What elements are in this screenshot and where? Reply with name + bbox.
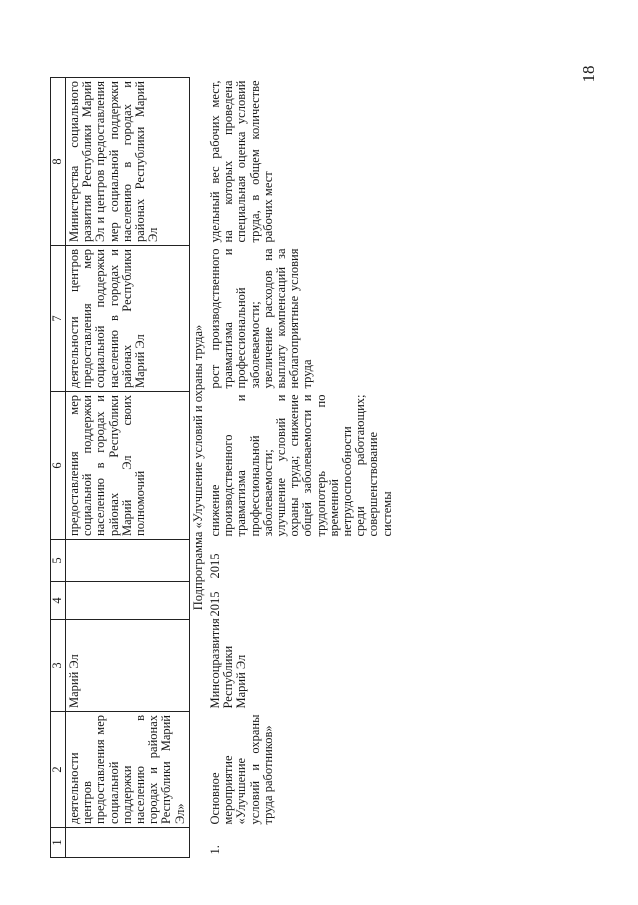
row1-expected-result: снижение производственного травматизма и профессиональной заболеваемости; улучшение условий и охраны труда; снижение общей заболеваемости и трудопотерь по временной нетрудоспособности среди работающих; совершенствование системы xyxy=(208,394,394,537)
header-col-6: 6 xyxy=(51,392,66,540)
cont-col-8: Министерства социального развития Республики Марий Эл и центров предоставления мер социальной поддержки населению в городах и районах Республики Марий Эл xyxy=(66,78,190,246)
cont-col-4 xyxy=(66,582,190,620)
measures-table xyxy=(50,77,396,858)
header-col-5: 5 xyxy=(51,540,66,582)
continuation-row xyxy=(66,78,190,858)
header-col-8: 8 xyxy=(51,78,66,246)
subprogram-row xyxy=(189,78,207,858)
rotated-table-page xyxy=(50,78,570,858)
subprogram-title: Подпрограмма «Улучшение условий и охраны труда» xyxy=(190,324,205,611)
header-col-3: 3 xyxy=(51,620,66,712)
row1-activity: Основное мероприятие «Улучшение условий и охраны труда работников» xyxy=(208,714,275,825)
cont-col-2: деятельности центров предоставления мер социальной поддержки населению в городах и районах Республики Марий Эл» xyxy=(66,712,190,828)
row1-consequences: рост производственного травматизма и профессиональной заболеваемости; увеличение расходов на выплату компенсаций за неблагоприятные условия труда xyxy=(208,248,315,389)
header-col-4: 4 xyxy=(51,582,66,620)
page-number: 18 xyxy=(579,65,598,83)
header-col-7: 7 xyxy=(51,246,66,392)
cont-col-5 xyxy=(66,540,190,582)
header-col-1: 1 xyxy=(51,828,66,858)
cont-col-6: предоставления мер социальной поддержки населению в городах и районах Республики Марий Эл своих полномочий xyxy=(66,392,190,540)
cont-col-1 xyxy=(66,828,190,858)
cont-col-3: Марий Эл xyxy=(66,620,190,712)
header-col-2: 2 xyxy=(51,712,66,828)
table-row xyxy=(207,78,396,858)
row1-indicator: удельный вес рабочих мест, на которых проведена специальная оценка условий труда, в общем количестве рабочих мест xyxy=(208,80,275,243)
row1-number: 1. xyxy=(208,845,223,855)
cont-col-7: деятельности центров предоставления мер социальной поддержки населению в городах и районах Республики Марий Эл xyxy=(66,246,190,392)
row1-start-year: 2015 xyxy=(208,591,223,617)
header-row xyxy=(51,78,66,858)
row1-executor: Минсоцразвития Республики Марий Эл xyxy=(208,618,249,709)
row1-end-year: 2015 xyxy=(208,553,223,579)
